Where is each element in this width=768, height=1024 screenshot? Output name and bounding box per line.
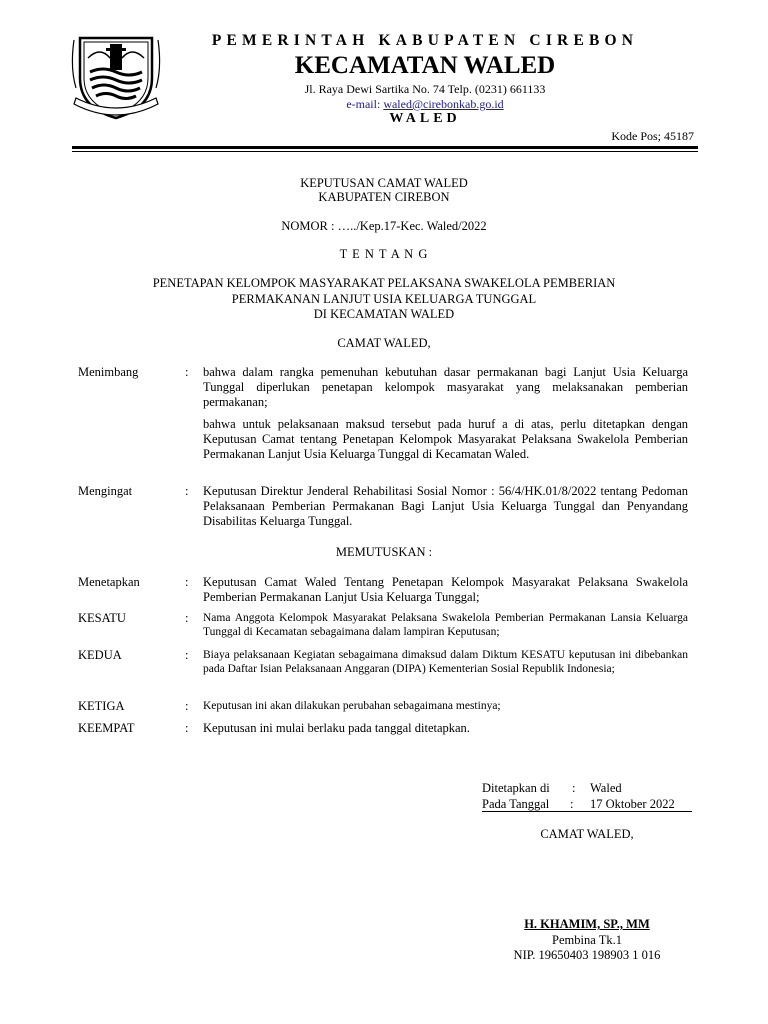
date-underline-rule bbox=[482, 811, 692, 812]
decision-colon: : bbox=[185, 611, 189, 625]
recalling-label: Mengingat bbox=[78, 484, 133, 498]
signatory-rank: Pembina Tk.1 bbox=[552, 933, 622, 947]
decide-heading: MEMUTUSKAN : bbox=[335, 545, 433, 559]
government-heading: PEMERINTAH KABUPATEN CIREBON bbox=[211, 32, 639, 49]
subject-line-1: PENETAPAN KELOMPOK MASYARAKAT PELAKSANA SWAKELOLA PEMBERIAN bbox=[152, 276, 616, 290]
email-label: e-mail: bbox=[346, 97, 384, 111]
town-name: WALED bbox=[389, 111, 461, 126]
decision-colon: : bbox=[185, 575, 189, 589]
considering-point-a: bahwa dalam rangka pemenuhan kebutuhan dasar permakanan bagi Lanjut Usia Keluarga Tunggal diperlukan penetapan kelompok masyarakat yang melaksanakan pemberian permakanan; bbox=[203, 365, 688, 409]
signatory-name: H. KHAMIM, SP., MM bbox=[524, 917, 650, 931]
date-value: 17 Oktober 2022 bbox=[590, 797, 675, 811]
decision-text: Keputusan ini akan dilakukan perubahan sebagaimana mestinya; bbox=[203, 700, 501, 712]
decision-text: Nama Anggota Kelompok Masyarakat Pelaksana Swakelola Pemberian Permakanan Lansia Keluarga Tunggal di Kecamatan sebagaimana dalam lampiran Keputusan; bbox=[203, 612, 688, 638]
date-label: Pada Tanggal bbox=[482, 797, 550, 811]
place-label: Ditetapkan di bbox=[482, 781, 550, 795]
recalling-colon: : bbox=[185, 484, 189, 498]
decision-colon: : bbox=[185, 699, 189, 713]
place-colon: : bbox=[572, 781, 576, 795]
subject-line-3: DI KECAMATAN WALED bbox=[313, 307, 455, 321]
signatory-nip: NIP. 19650403 198903 1 016 bbox=[513, 948, 661, 962]
letterhead-divider-thin bbox=[72, 151, 698, 152]
decision-colon: : bbox=[185, 648, 189, 662]
decision-colon: : bbox=[185, 721, 189, 735]
decision-label: Menetapkan bbox=[78, 575, 140, 589]
decision-text: Keputusan Camat Waled Tentang Penetapan Kelompok Masyarakat Pelaksana Swakelola Pemberian Permakanan Lanjut Usia Keluarga Tunggal; bbox=[203, 575, 688, 604]
considering-point-b: bahwa untuk pelaksanaan maksud tersebut pada huruf a di atas, perlu ditetapkan dengan Keputusan Camat tentang Penetapan Kelompok Masyarakat Pelaksana Swakelola Pemberian Permakanan Lanjut Usia Keluarga Tunggal di Kecamatan Waled. bbox=[203, 417, 688, 461]
decree-number: NOMOR : …../Kep.17-Kec. Waled/2022 bbox=[281, 219, 487, 233]
considering-colon: : bbox=[185, 365, 189, 379]
decree-title: KEPUTUSAN CAMAT WALED bbox=[300, 176, 468, 190]
date-colon: : bbox=[570, 797, 574, 811]
recalling-text: Keputusan Direktur Jenderal Rehabilitasi Sosial Nomor : 56/4/HK.01/8/2022 tentang Pedoman Pelaksanaan Pemberian Permakanan Bagi Lanjut Usia Keluarga Tunggal dan Penyandang Disabilitas Keluarga Tunggal. bbox=[203, 484, 688, 528]
office-address: Jl. Raya Dewi Sartika No. 74 Telp. (0231) 661133 bbox=[304, 82, 546, 96]
official-title: CAMAT WALED, bbox=[337, 336, 431, 350]
decision-label: KETIGA bbox=[78, 699, 125, 713]
signatory-position: CAMAT WALED, bbox=[540, 827, 634, 841]
subject-line-2: PERMAKANAN LANJUT USIA KELUARGA TUNGGAL bbox=[231, 292, 537, 306]
place-value: Waled bbox=[590, 781, 622, 795]
about-heading: T E N T A N G bbox=[339, 247, 429, 261]
decision-label: KESATU bbox=[78, 611, 126, 625]
considering-label: Menimbang bbox=[78, 365, 139, 379]
decree-region: KABUPATEN CIREBON bbox=[318, 190, 450, 204]
decision-label: KEDUA bbox=[78, 648, 122, 662]
postal-code: Kode Pos; 45187 bbox=[611, 129, 694, 143]
district-heading: KECAMATAN WALED bbox=[294, 52, 556, 79]
decision-text: Keputusan ini mulai berlaku pada tanggal ditetapkan. bbox=[203, 721, 470, 735]
letterhead-divider-thick bbox=[72, 146, 698, 149]
office-email-line bbox=[140, 97, 710, 112]
decision-label: KEEMPAT bbox=[78, 721, 135, 735]
decision-text: Biaya pelaksanaan Kegiatan sebagaimana dimaksud dalam Diktum KESATU keputusan ini dibebankan pada Daftar Isian Pelaksanaan Anggaran (DIPA) Kementerian Sosial Republik Indonesia; bbox=[203, 649, 688, 675]
email-link[interactable]: waled@cirebonkab.go.id bbox=[383, 97, 504, 111]
